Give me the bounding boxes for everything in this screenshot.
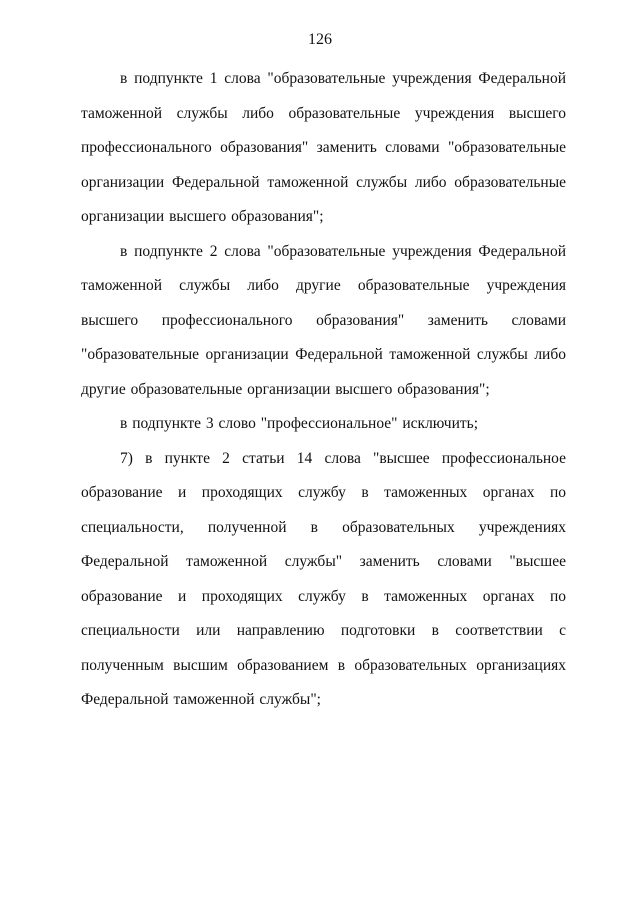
page-number: 126 bbox=[308, 31, 332, 48]
paragraph-subitem-1: в подпункте 1 слова "образовательные учреждения Федеральной таможенной службы либо образовательные учреждения высшего профессионального образования" заменить словами "образовательные организации Федеральной таможенной службы либо образовательные организации высшего образования"; bbox=[81, 70, 566, 225]
paragraph-subitem-3: в подпункте 3 слово "профессиональное" исключить; bbox=[120, 415, 479, 432]
paragraph-item-7: 7) в пункте 2 статьи 14 слова "высшее профессиональное образование и проходящих службу в таможенных органах по специальности, полученной в образовательных учреждениях Федеральной таможенной службы" заменить словами "высшее образование и проходящих службу в таможенных органах по специальности или направлению подготовки в соответствии с полученным высшим образованием в образовательных организациях Федеральной таможенной службы"; bbox=[81, 449, 566, 708]
paragraph-subitem-2: в подпункте 2 слова "образовательные учреждения Федеральной таможенной службы либо другие образовательные учреждения высшего профессионального образования" заменить словами "образовательные организации Федеральной таможенной службы либо другие образовательные организации высшего образования"; bbox=[81, 242, 566, 398]
document-body bbox=[81, 62, 566, 718]
